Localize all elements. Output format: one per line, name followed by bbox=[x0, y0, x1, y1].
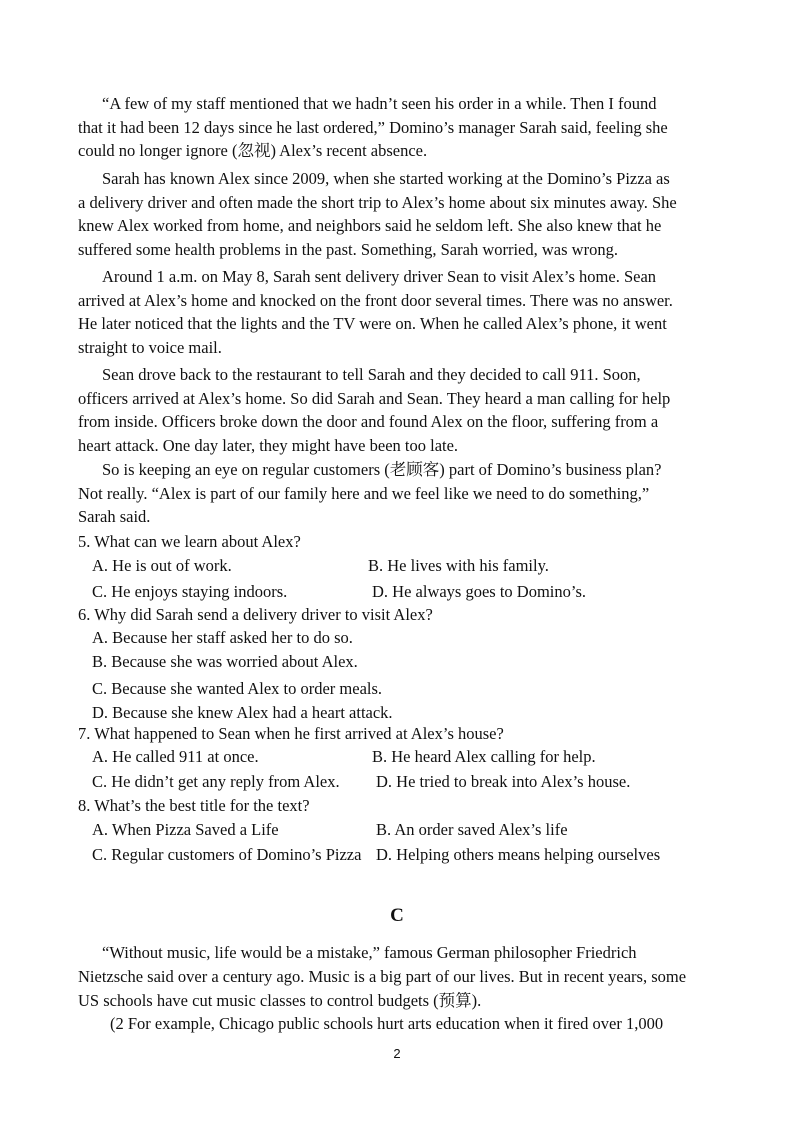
text-line: suffered some health problems in the past. Something, Sarah worried, was wrong. bbox=[78, 239, 618, 259]
text-line: Around 1 a.m. on May 8, Sarah sent delivery driver Sean to visit Alex’s home. Sean bbox=[102, 267, 657, 286]
question-5-option-c: C. He enjoys staying indoors. bbox=[92, 582, 288, 601]
question-6-stem: 6. Why did Sarah send a delivery driver to visit Alex? bbox=[78, 605, 433, 624]
text-line: Nietzsche said over a century ago. Music is a big part of our lives. But in recent years, some bbox=[78, 967, 687, 986]
text-line: So is keeping an eye on regular customers (老顾客) part of Domino’s business plan? bbox=[102, 460, 662, 479]
question-5-option-d: D. He always goes to Domino’s. bbox=[372, 582, 587, 601]
text-line: US schools have cut music classes to control budgets (预算). bbox=[78, 991, 482, 1010]
question-7-option-c: C. He didn’t get any reply from Alex. bbox=[92, 772, 340, 791]
text-line: He later noticed that the lights and the TV were on. When he called Alex’s phone, it went bbox=[78, 314, 667, 333]
question-7-option-a: A. He called 911 at once. bbox=[92, 747, 259, 766]
text-line: arrived at Alex’s home and knocked on the front door several times. There was no answer. bbox=[78, 290, 673, 310]
text-line: straight to voice mail. bbox=[78, 337, 222, 357]
question-6-option-d: D. Because she knew Alex had a heart attack. bbox=[92, 703, 393, 722]
passage-b-paragraph-1 bbox=[78, 92, 706, 163]
question-8-stem: 8. What’s the best title for the text? bbox=[78, 796, 310, 815]
text-line: could no longer ignore (忽视) Alex’s recent absence. bbox=[78, 141, 428, 160]
text-line: knew Alex worked from home, and neighbors said he seldom left. She also knew that he bbox=[78, 216, 662, 235]
question-8-option-a: A. When Pizza Saved a Life bbox=[92, 820, 279, 839]
text-line: from inside. Officers broke down the door and found Alex on the floor, suffering from a bbox=[78, 412, 659, 431]
text-line: Not really. “Alex is part of our family here and we feel like we need to do something,” bbox=[78, 483, 650, 503]
question-8-option-b: B. An order saved Alex’s life bbox=[376, 820, 568, 839]
text-line: that it had been 12 days since he last ordered,” Domino’s manager Sarah said, feeling she bbox=[78, 117, 668, 137]
question-5-option-b: B. He lives with his family. bbox=[368, 556, 549, 575]
text-line: “A few of my staff mentioned that we hadn’t seen his order in a while. Then I found bbox=[102, 94, 657, 113]
question-7-option-d: D. He tried to break into Alex’s house. bbox=[376, 772, 631, 791]
passage-c-paragraph-1 bbox=[78, 941, 706, 1013]
text-line: heart attack. One day later, they might have been too late. bbox=[78, 435, 459, 455]
text-line: “Without music, life would be a mistake,” famous German philosopher Friedrich bbox=[102, 943, 637, 962]
question-5-stem: 5. What can we learn about Alex? bbox=[78, 532, 301, 551]
passage-b-paragraph-2 bbox=[78, 167, 706, 261]
text-line: officers arrived at Alex’s home. So did Sarah and Sean. They heard a man calling for help bbox=[78, 388, 671, 408]
passage-b-paragraph-3 bbox=[78, 265, 706, 359]
question-7-option-b: B. He heard Alex calling for help. bbox=[372, 747, 596, 766]
text-line: (2 For example, Chicago public schools hurt arts education when it fired over 1,000 bbox=[110, 1014, 664, 1033]
question-7-stem: 7. What happened to Sean when he first arrived at Alex’s house? bbox=[78, 724, 504, 743]
question-6-option-b: B. Because she was worried about Alex. bbox=[92, 652, 358, 671]
passage-b-paragraph-4 bbox=[78, 363, 706, 457]
text-line: a delivery driver and often made the short trip to Alex’s home about six minutes away. She bbox=[78, 192, 677, 212]
section-heading: C bbox=[390, 905, 404, 926]
question-5-option-a: A. He is out of work. bbox=[92, 556, 232, 575]
text-line: Sarah has known Alex since 2009, when she started working at the Domino’s Pizza as bbox=[102, 169, 670, 188]
question-8-option-d: D. Helping others means helping ourselves bbox=[376, 845, 661, 864]
question-8-option-c: C. Regular customers of Domino’s Pizza bbox=[92, 845, 362, 864]
text-line: Sean drove back to the restaurant to tell Sarah and they decided to call 911. Soon, bbox=[102, 365, 641, 384]
passage-c-paragraph-2 bbox=[78, 1012, 706, 1036]
question-6-option-a: A. Because her staff asked her to do so. bbox=[92, 628, 353, 647]
page-number: 2 bbox=[393, 1046, 401, 1061]
text-line: Sarah said. bbox=[78, 507, 151, 526]
passage-b-paragraph-5 bbox=[78, 458, 706, 529]
question-6-option-c: C. Because she wanted Alex to order meals. bbox=[92, 679, 383, 698]
